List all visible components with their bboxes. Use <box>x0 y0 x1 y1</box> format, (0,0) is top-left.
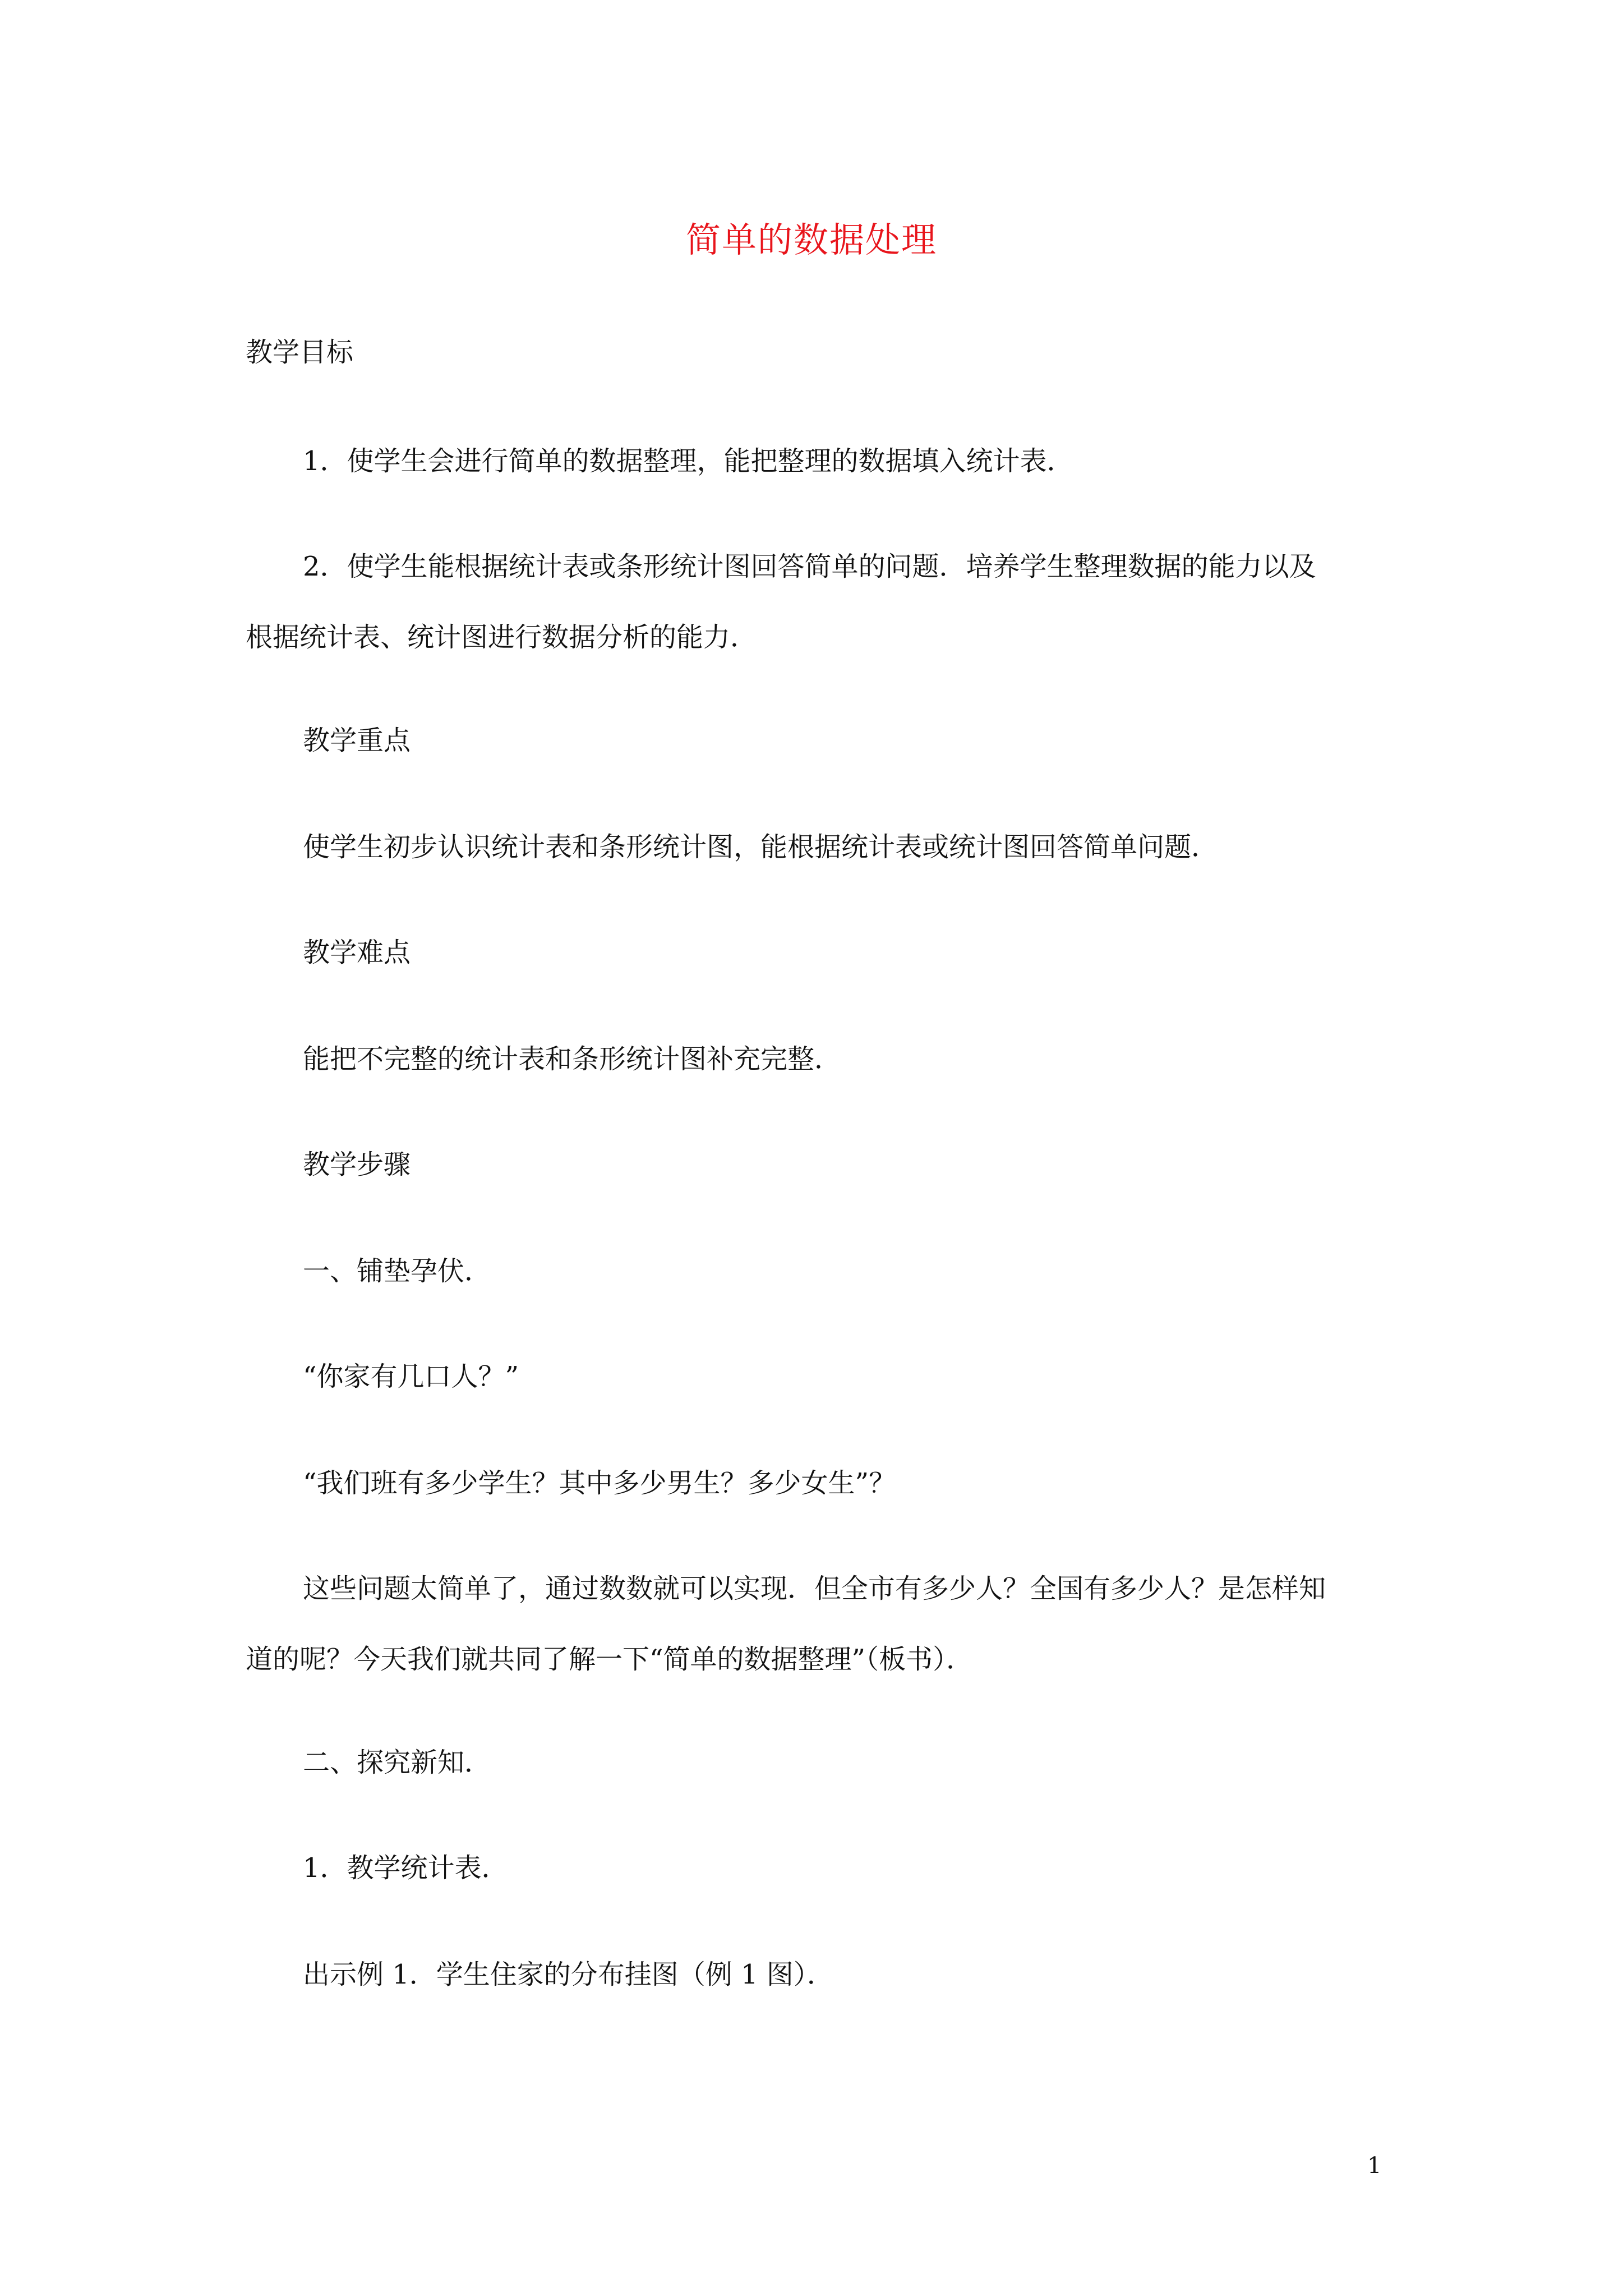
heading-difficulties: 教学难点 <box>303 937 411 968</box>
question-2: “我们班有多少学生？其中多少男生？多少女生”？ <box>303 1467 896 1499</box>
question-1: “你家有几口人？” <box>303 1361 519 1392</box>
document-title: 简单的数据处理 <box>685 219 937 260</box>
heading-key-points: 教学重点 <box>303 725 411 756</box>
step-1-heading: 一、铺垫孕伏． <box>303 1255 492 1287</box>
intro-line-2: 道的呢？今天我们就共同了解一下“简单的数据整理”（板书）． <box>246 1644 974 1675</box>
heading-objectives: 教学目标 <box>246 337 354 368</box>
example-1: 出示例 1．学生住家的分布挂图（例 1 图）． <box>303 1959 834 1990</box>
page-number: 1 <box>1367 2153 1382 2179</box>
heading-steps: 教学步骤 <box>303 1149 411 1180</box>
sub-step-1: 1．教学统计表． <box>303 1852 509 1884</box>
objective-2-line-1: 2．使学生能根据统计表或条形统计图回答简单的问题．培养学生整理数据的能力以及 <box>303 551 1316 582</box>
difficulties-text: 能把不完整的统计表和条形统计图补充完整． <box>303 1043 842 1075</box>
key-points-text: 使学生初步认识统计表和条形统计图，能根据统计表或统计图回答简单问题． <box>303 831 1219 863</box>
objective-1: 1．使学生会进行简单的数据整理，能把整理的数据填入统计表． <box>303 445 1074 477</box>
objective-2-line-2: 根据统计表、统计图进行数据分析的能力． <box>246 622 758 653</box>
step-2-heading: 二、探究新知． <box>303 1747 492 1778</box>
intro-line-1: 这些问题太简单了，通过数数就可以实现．但全市有多少人？全国有多少人？是怎样知 <box>303 1573 1326 1604</box>
